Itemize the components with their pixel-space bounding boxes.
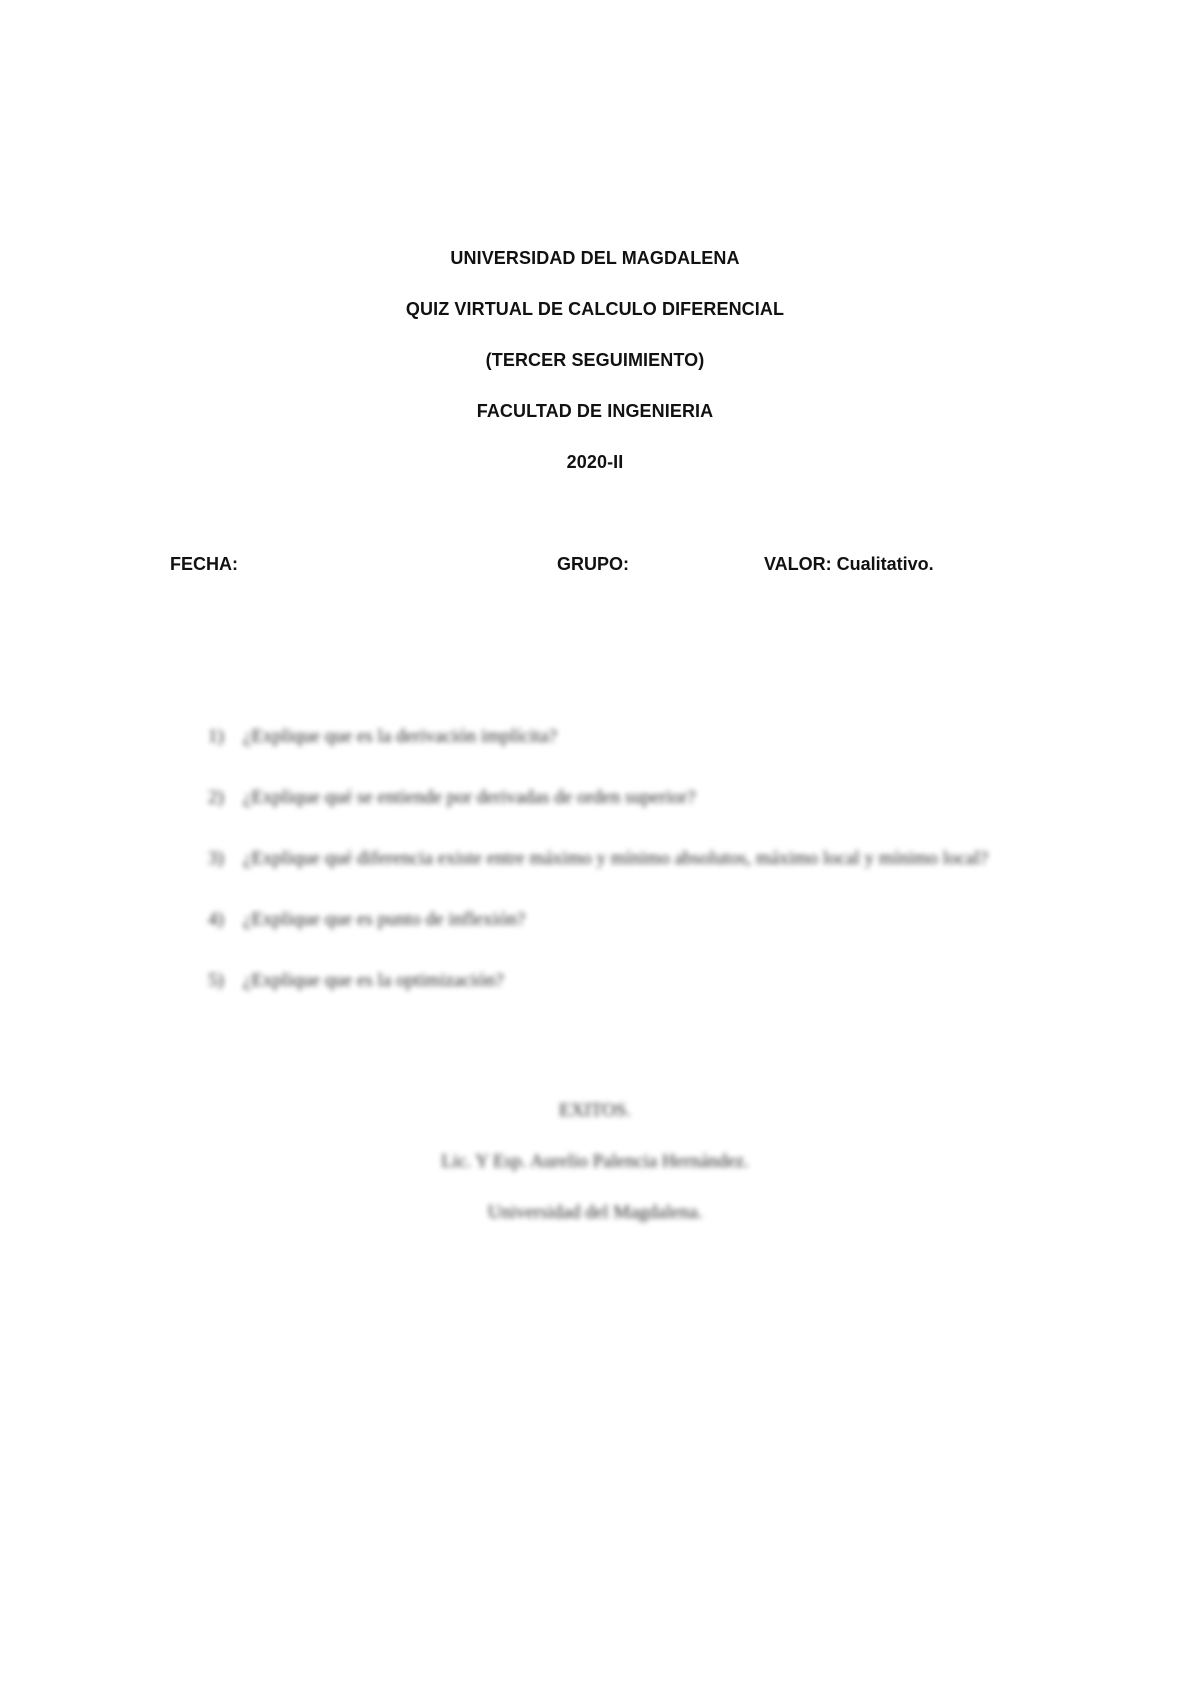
question-item [208,903,998,936]
question-item [208,781,998,814]
question-list [208,720,998,997]
question-number: 5) [208,970,224,991]
question-number: 4) [208,909,224,930]
question-text: ¿Explique que es punto de inflexión? [243,909,526,930]
question-number: 3) [208,848,224,869]
question-text: ¿Explique que es la optimización? [243,970,504,991]
follow-up-title: (TERCER SEGUIMIENTO) [485,350,705,370]
question-item [208,842,998,875]
question-item [208,964,998,997]
signature-label: EXITOS. [559,1100,631,1121]
date-label: FECHA: [170,554,238,574]
group-label: GRUPO: [557,554,629,574]
question-text: ¿Explique qué diferencia existe entre máximo y mínimo absolutos, máximo local y mínimo local? [243,848,989,869]
faculty-title: FACULTAD DE INGENIERIA [476,401,714,421]
question-number: 1) [208,726,224,747]
question-item [208,720,998,753]
period-title: 2020-II [566,452,624,472]
question-text: ¿Explique que es la derivación implícita? [243,726,557,747]
university-title: UNIVERSIDAD DEL MAGDALENA [450,248,740,268]
quiz-title: QUIZ VIRTUAL DE CALCULO DIFERENCIAL [405,299,785,319]
value-label: VALOR: Cualitativo. [764,554,934,574]
question-text: ¿Explique qué se entiende por derivadas de orden superior? [243,787,696,808]
institution-name: Universidad del Magdalena. [487,1202,703,1223]
question-number: 2) [208,787,224,808]
author-name: Lic. Y Esp. Aurelio Palencia Hernández. [441,1151,749,1172]
